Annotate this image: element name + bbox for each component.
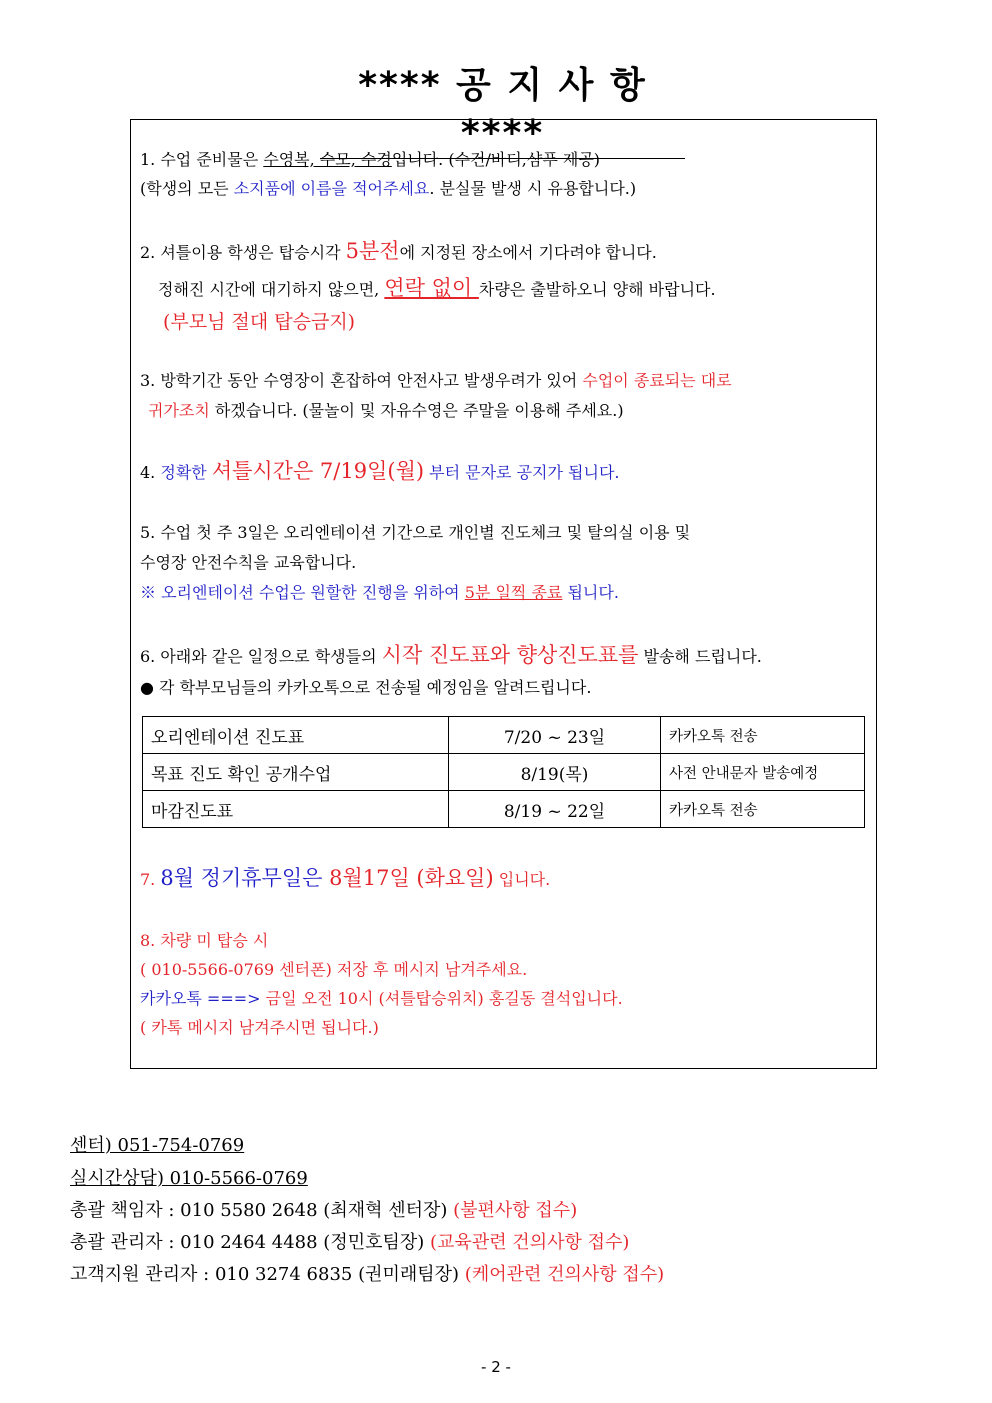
item-8-line-4: ( 카톡 메시지 남겨주시면 됩니다.) bbox=[140, 1018, 379, 1037]
table-cell: 마감진도표 bbox=[143, 791, 449, 828]
table-cell: 카카오톡 전송 bbox=[661, 717, 865, 754]
page-title: **** 공 지 사 항 **** bbox=[320, 62, 685, 159]
manager-1: 총괄 책임자 : 010 5580 2648 (최재혁 센터장) (불편사항 접수) bbox=[70, 1200, 578, 1221]
item-8-line-3: 카카오톡 ===> 금일 오전 10시 (셔틀탑승위치) 홍길동 결석입니다. bbox=[140, 989, 623, 1008]
item-3-line-2: 귀가조치 하겠습니다. (물놀이 및 자유수영은 주말을 이용해 주세요.) bbox=[148, 401, 624, 420]
item-4-line: 4. 정확한 셔틀시간은 7/19일(월) 부터 문자로 공지가 됩니다. bbox=[140, 459, 620, 483]
item-8-line-1: 8. 차량 미 탑승 시 bbox=[140, 931, 269, 950]
item-8-line-2: ( 010-5566-0769 센터폰) 저장 후 메시지 남겨주세요. bbox=[140, 960, 528, 979]
table-cell: 7/20 ~ 23일 bbox=[449, 717, 661, 754]
item-7-line: 7. 8월 정기휴무일은 8월17일 (화요일) 입니다. bbox=[140, 866, 551, 890]
item-3-line-1: 3. 방학기간 동안 수영장이 혼잡하여 안전사고 발생우려가 있어 수업이 종료되는 대로 bbox=[140, 371, 732, 390]
item-1-line-1: 1. 수업 준비물은 수영복, 수모, 수경입니다. (수건/바디,샴푸 제공) bbox=[140, 150, 601, 169]
center-phone: 센터) 051-754-0769 bbox=[70, 1135, 245, 1156]
manager-3: 고객지원 관리자 : 010 3274 6835 (권미래팀장) (케어관련 건의사항 접수) bbox=[70, 1264, 665, 1285]
table-row bbox=[143, 717, 865, 754]
table-row bbox=[143, 754, 865, 791]
item-2-line-1: 2. 셔틀이용 학생은 탑승시각 5분전에 지정된 장소에서 기다려야 합니다. bbox=[140, 239, 657, 263]
item-5-line-1: 5. 수업 첫 주 3일은 오리엔테이션 기간으로 개인별 진도체크 및 탈의실 이용 및 bbox=[140, 523, 691, 542]
table-cell: 8/19(목) bbox=[449, 754, 661, 791]
item-5-line-3: ※ 오리엔테이션 수업은 원할한 진행을 위하여 5분 일찍 종료 됩니다. bbox=[140, 583, 619, 602]
table-cell: 사전 안내문자 발송예정 bbox=[661, 754, 865, 791]
realtime-consult-phone: 실시간상담) 010-5566-0769 bbox=[70, 1168, 308, 1189]
table-cell: 목표 진도 확인 공개수업 bbox=[143, 754, 449, 791]
item-6-line-2: ● 각 학부모님들의 카카오톡으로 전송될 예정임을 알려드립니다. bbox=[140, 678, 592, 697]
schedule-table bbox=[142, 716, 865, 828]
table-cell: 8/19 ~ 22일 bbox=[449, 791, 661, 828]
item-5-line-2: 수영장 안전수칙을 교육합니다. bbox=[140, 553, 357, 572]
table-row bbox=[143, 791, 865, 828]
item-6-line-1: 6. 아래와 같은 일정으로 학생들의 시작 진도표와 향상진도표를 발송해 드립니다. bbox=[140, 643, 762, 667]
item-2-line-3: (부모님 절대 탑승금지) bbox=[163, 311, 356, 333]
table-cell: 오리엔테이션 진도표 bbox=[143, 717, 449, 754]
manager-2: 총괄 관리자 : 010 2464 4488 (정민호팀장) (교육관련 건의사항 접수) bbox=[70, 1232, 630, 1253]
table-cell: 카카오톡 전송 bbox=[661, 791, 865, 828]
item-2-line-2: 정해진 시간에 대기하지 않으면, 연락 없이 차량은 출발하오니 양해 바랍니다. bbox=[158, 276, 716, 300]
item-1-line-2: (학생의 모든 소지품에 이름을 적어주세요. 분실물 발생 시 유용합니다.) bbox=[140, 179, 637, 198]
page-number: - 2 - bbox=[481, 1358, 511, 1376]
